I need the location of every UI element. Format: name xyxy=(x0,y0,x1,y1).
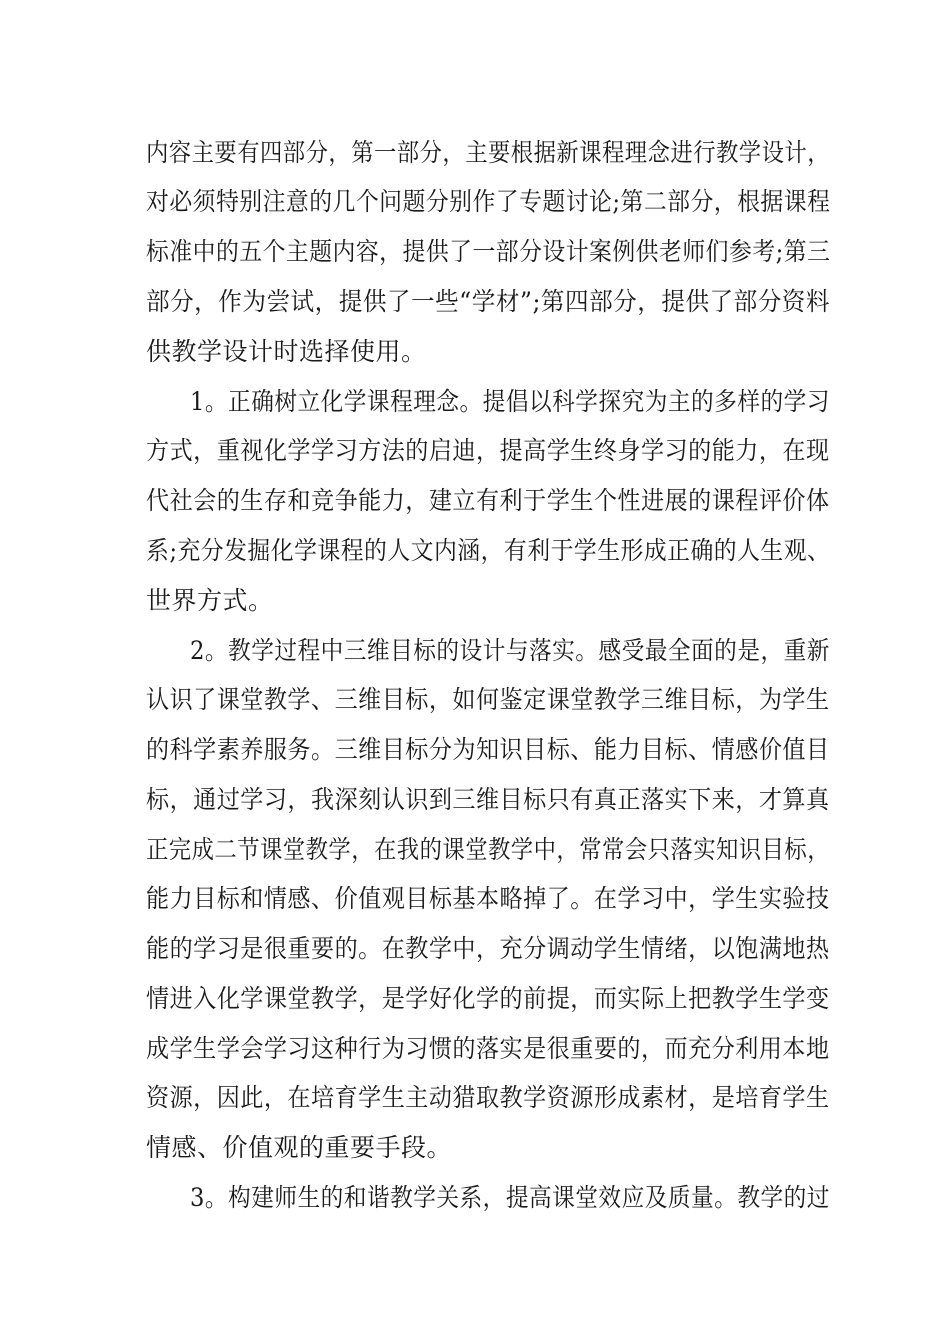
text-line: 情进入化学课堂教学，是学好化学的前提，而实际上把教学生学变 xyxy=(146,984,830,1013)
text-line: 成学生学会学习这种行为习惯的落实是很重要的，而充分利用本地 xyxy=(146,1034,830,1063)
text-line: 标，通过学习，我深刻认识到三维目标只有真正落实下来，才算真 xyxy=(146,785,830,814)
text-line: 1。正确树立化学课程理念。提倡以科学探究为主的多样的学习 xyxy=(190,387,830,416)
text-line: 情感、价值观的重要手段。 xyxy=(146,1133,453,1162)
text-line: 标准中的五个主题内容，提供了一部分设计案例供老师们参考;第三 xyxy=(146,237,831,266)
text-line: 的科学素养服务。三维目标分为知识目标、能力目标、情感价值目 xyxy=(146,735,830,764)
text-line: 对必须特别注意的几个问题分别作了专题讨论;第二部分，根据课程 xyxy=(146,187,831,216)
text-line: 内容主要有四部分，第一部分，主要根据新课程理念进行教学设计， xyxy=(146,138,831,167)
text-line: 世界方式。 xyxy=(146,586,274,615)
text-line: 正完成二节课堂教学，在我的课堂教学中，常常会只落实知识目标， xyxy=(146,835,831,864)
text-line: 2。教学过程中三维目标的设计与落实。感受最全面的是，重新 xyxy=(190,636,830,665)
text-line: 认识了课堂教学、三维目标，如何鉴定课堂教学三维目标，为学生 xyxy=(146,685,830,714)
text-line: 3。构建师生的和谐教学关系，提高课堂效应及质量。教学的过 xyxy=(190,1183,830,1212)
text-line: 供教学设计时选择使用。 xyxy=(146,337,427,366)
text-line: 系;充分发掘化学课程的人文内涵，有利于学生形成正确的人生观、 xyxy=(146,536,831,565)
text-line: 能力目标和情感、价值观目标基本略掉了。在学习中，学生实验技 xyxy=(146,884,830,913)
text-line: 资源，因此，在培育学生主动猎取教学资源形成素材，是培育学生 xyxy=(146,1083,830,1112)
text-line: 方式，重视化学学习方法的启迪，提高学生终身学习的能力，在现 xyxy=(146,436,830,465)
text-line: 能的学习是很重要的。在教学中，充分调动学生情绪，以饱满地热 xyxy=(146,934,830,963)
text-line: 代社会的生存和竞争能力，建立有利于学生个性进展的课程评价体 xyxy=(146,486,830,515)
text-line: 部分，作为尝试，提供了一些“学材”;第四部分，提供了部分资料 xyxy=(146,287,830,316)
